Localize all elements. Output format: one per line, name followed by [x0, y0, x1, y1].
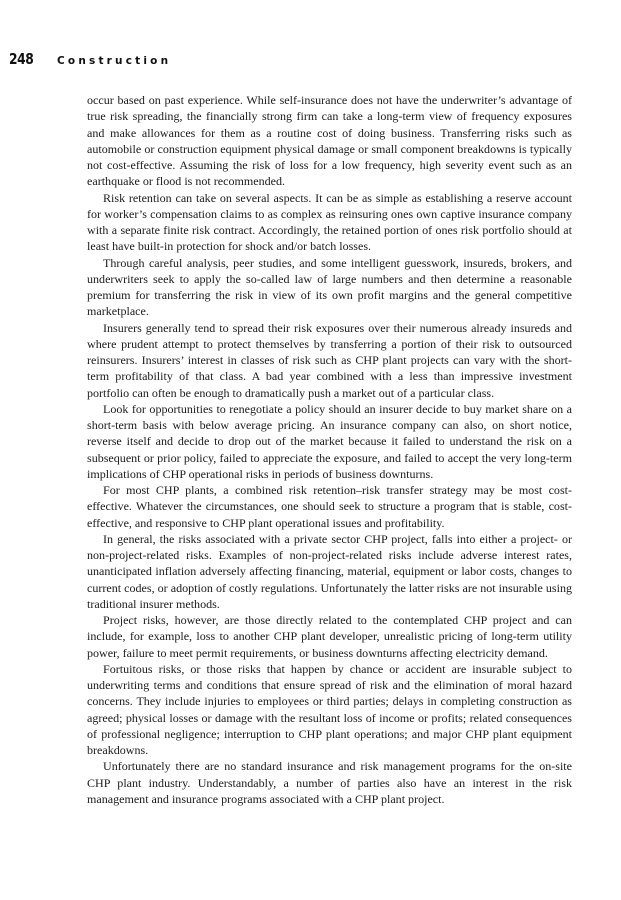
chapter-title: Construction [57, 55, 172, 67]
paragraph-insurers-spread: Insurers generally tend to spread their risk exposures over their numerous already insureds and where prudent attempt to protect themselves by transferring a portion of their risk to outsourced reinsurers. Insurers’ interest in classes of risk such as CHP plant projects can vary with the short-term profitability of that class. A bad year combined with a less than impressive investment portfolio can often be enough to dramatically push a market out of a particular class. [87, 320, 572, 400]
paragraph-risk-retention: Risk retention can take on several aspects. It can be as simple as establishing a reserve account for worker’s compensation claims to as complex as reinsuring ones own captive insurance company with a separate finite risk contract. Accordingly, the retained portion of ones risk portfolio should at least have built-in protection for shock and/or batch losses. [87, 190, 572, 254]
paragraph-combined-strategy: For most CHP plants, a combined risk retention–risk transfer strategy may be most cost-effective. Whatever the circumstances, one should seek to structure a program that is stable, cost-effective, and responsive to CHP plant operational issues and profitability. [87, 483, 572, 530]
paragraph-renegotiate: Look for opportunities to renegotiate a policy should an insurer decide to buy market share on a short-term basis with below average pricing. An insurance company can also, on short notice, reverse itself and decide to drop out of the market because it failed to understand the risk on a subsequent or prior policy, failed to appreciate the exposure, and failed to accept the very long-term implications of CHP operational risks in periods of business downturns. [87, 401, 572, 481]
paragraph-no-standard-programs: Unfortunately there are no standard insurance and risk management programs for the on-site CHP plant industry. Understandably, a number of parties also have an interest in the risk management and insurance programs associated with a CHP plant project. [87, 759, 572, 806]
paragraph-fortuitous-risks: Fortuitous risks, or those risks that happen by chance or accident are insurable subject to underwriting terms and conditions that ensure spread of risk and the elimination of moral hazard concerns. They include injuries to employees or third parties; delays in completing construction as agreed; physical losses or damage with the resultant loss of income or profits; related consequences of professional negligence; interruption to CHP plant operations; and major CHP plant equipment breakdowns. [87, 661, 572, 757]
page-number: 248 [9, 50, 34, 68]
running-header [9, 50, 171, 70]
paragraph-project-non-project: In general, the risks associated with a private sector CHP project, falls into either a project- or non-project-related risks. Examples of non-project-related risks include adverse interest rates, unanticipated inflation adversely affecting financing, material, equipment or labor costs, changes to current codes, or adoption of costly regulations. Unfortunately the latter risks are not insurable using traditional insurer methods. [87, 531, 572, 611]
paragraph-continued: occur based on past experience. While self-insurance does not have the underwriter’s advantage of true risk spreading, the financially strong firm can take a long-term view of frequency exposures and make allowances for them as a routine cost of doing business. Transferring risks such as automobile or construction equipment physical damage or small component breakdowns is typically not cost-effective. Assuming the risk of loss for a low frequency, high severity event such as an earthquake or flood is not recommended. [87, 93, 572, 189]
paragraph-project-risks: Project risks, however, are those directly related to the contemplated CHP project and can include, for example, loss to another CHP plant developer, unrealistic pricing of long-term utility power, failure to meet permit requirements, or business downturns affecting electricity demand. [87, 613, 572, 660]
paragraph-careful-analysis: Through careful analysis, peer studies, and some intelligent guesswork, insureds, brokers, and underwriters seek to apply the so-called law of large numbers and then determine a reasonable premium for transferring the risk in view of its own profit margins and the general competitive marketplace. [87, 255, 572, 319]
body-text [87, 92, 572, 807]
